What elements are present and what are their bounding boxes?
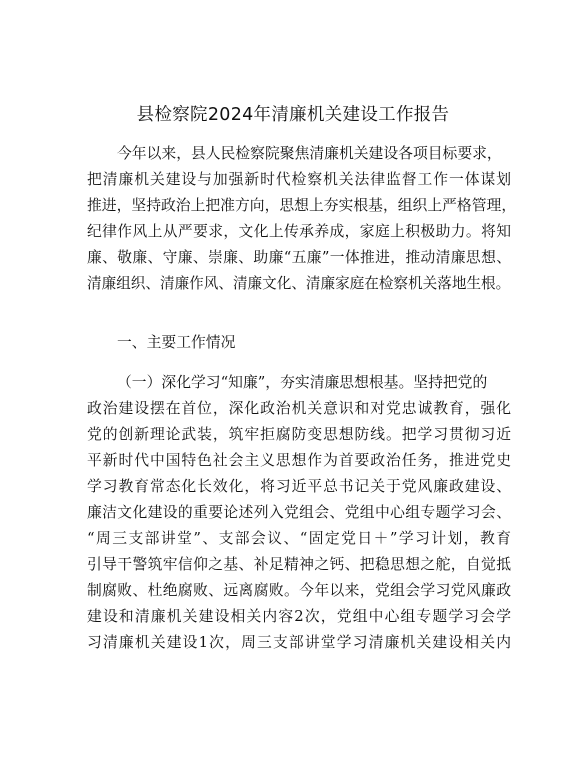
intro-line-5: 廉、敬廉、守廉、崇廉、助廉“五廉”一体推进，推动清廉思想、 xyxy=(87,249,511,266)
section-line-10: 建设和清廉机关建设相关内容2次，党组中心组专题学习会学 xyxy=(87,608,511,625)
document-title: 县检察院2024年清廉机关建设工作报告 xyxy=(136,105,450,125)
section-line-7: “周三支部讲堂”、支部会议、“固定党日＋”学习计划，教育 xyxy=(87,530,511,547)
section-line-6: 廉洁文化建设的重要论述列入党组会、党组中心组专题学习会、 xyxy=(87,504,511,521)
section-line-2: 政治建设摆在首位，深化政治机关意识和对党忠诚教育，强化 xyxy=(87,400,511,417)
section-line-11: 习清廉机关建设1次，周三支部讲堂学习清廉机关建设相关内 xyxy=(87,634,511,651)
section-heading: 一、主要工作情况 xyxy=(117,334,236,351)
intro-line-3: 推进，坚持政治上把准方向，思想上夯实根基，组织上严格管理， xyxy=(87,197,517,214)
section-line-3: 党的创新理论武装，筑牢拒腐防变思想防线。把学习贯彻习近 xyxy=(87,426,511,443)
intro-line-6: 清廉组织、清廉作风、清廉文化、清廉家庭在检察机关落地生根。 xyxy=(87,275,511,292)
intro-line-4: 纪律作风上从严要求，文化上传承养成，家庭上积极助力。将知 xyxy=(87,223,511,240)
section-line-5: 学习教育常态化长效化，将习近平总书记关于党风廉政建设、 xyxy=(87,478,511,495)
section-line-9: 制腐败、杜绝腐败、远离腐败。今年以来，党组会学习党风廉政 xyxy=(87,582,511,599)
section-line-1: （一）深化学习“知廉”，夯实清廉思想根基。坚持把党的 xyxy=(117,374,488,391)
section-line-4: 平新时代中国特色社会主义思想作为首要政治任务，推进党史 xyxy=(87,452,511,469)
intro-line-2: 把清廉机关建设与加强新时代检察机关法律监督工作一体谋划 xyxy=(87,171,511,188)
intro-line-1: 今年以来，县人民检察院聚焦清廉机关建设各项目标要求， xyxy=(117,145,502,162)
section-line-8: 引导干警筑牢信仰之基、补足精神之钙、把稳思想之舵，自觉抵 xyxy=(87,556,511,573)
